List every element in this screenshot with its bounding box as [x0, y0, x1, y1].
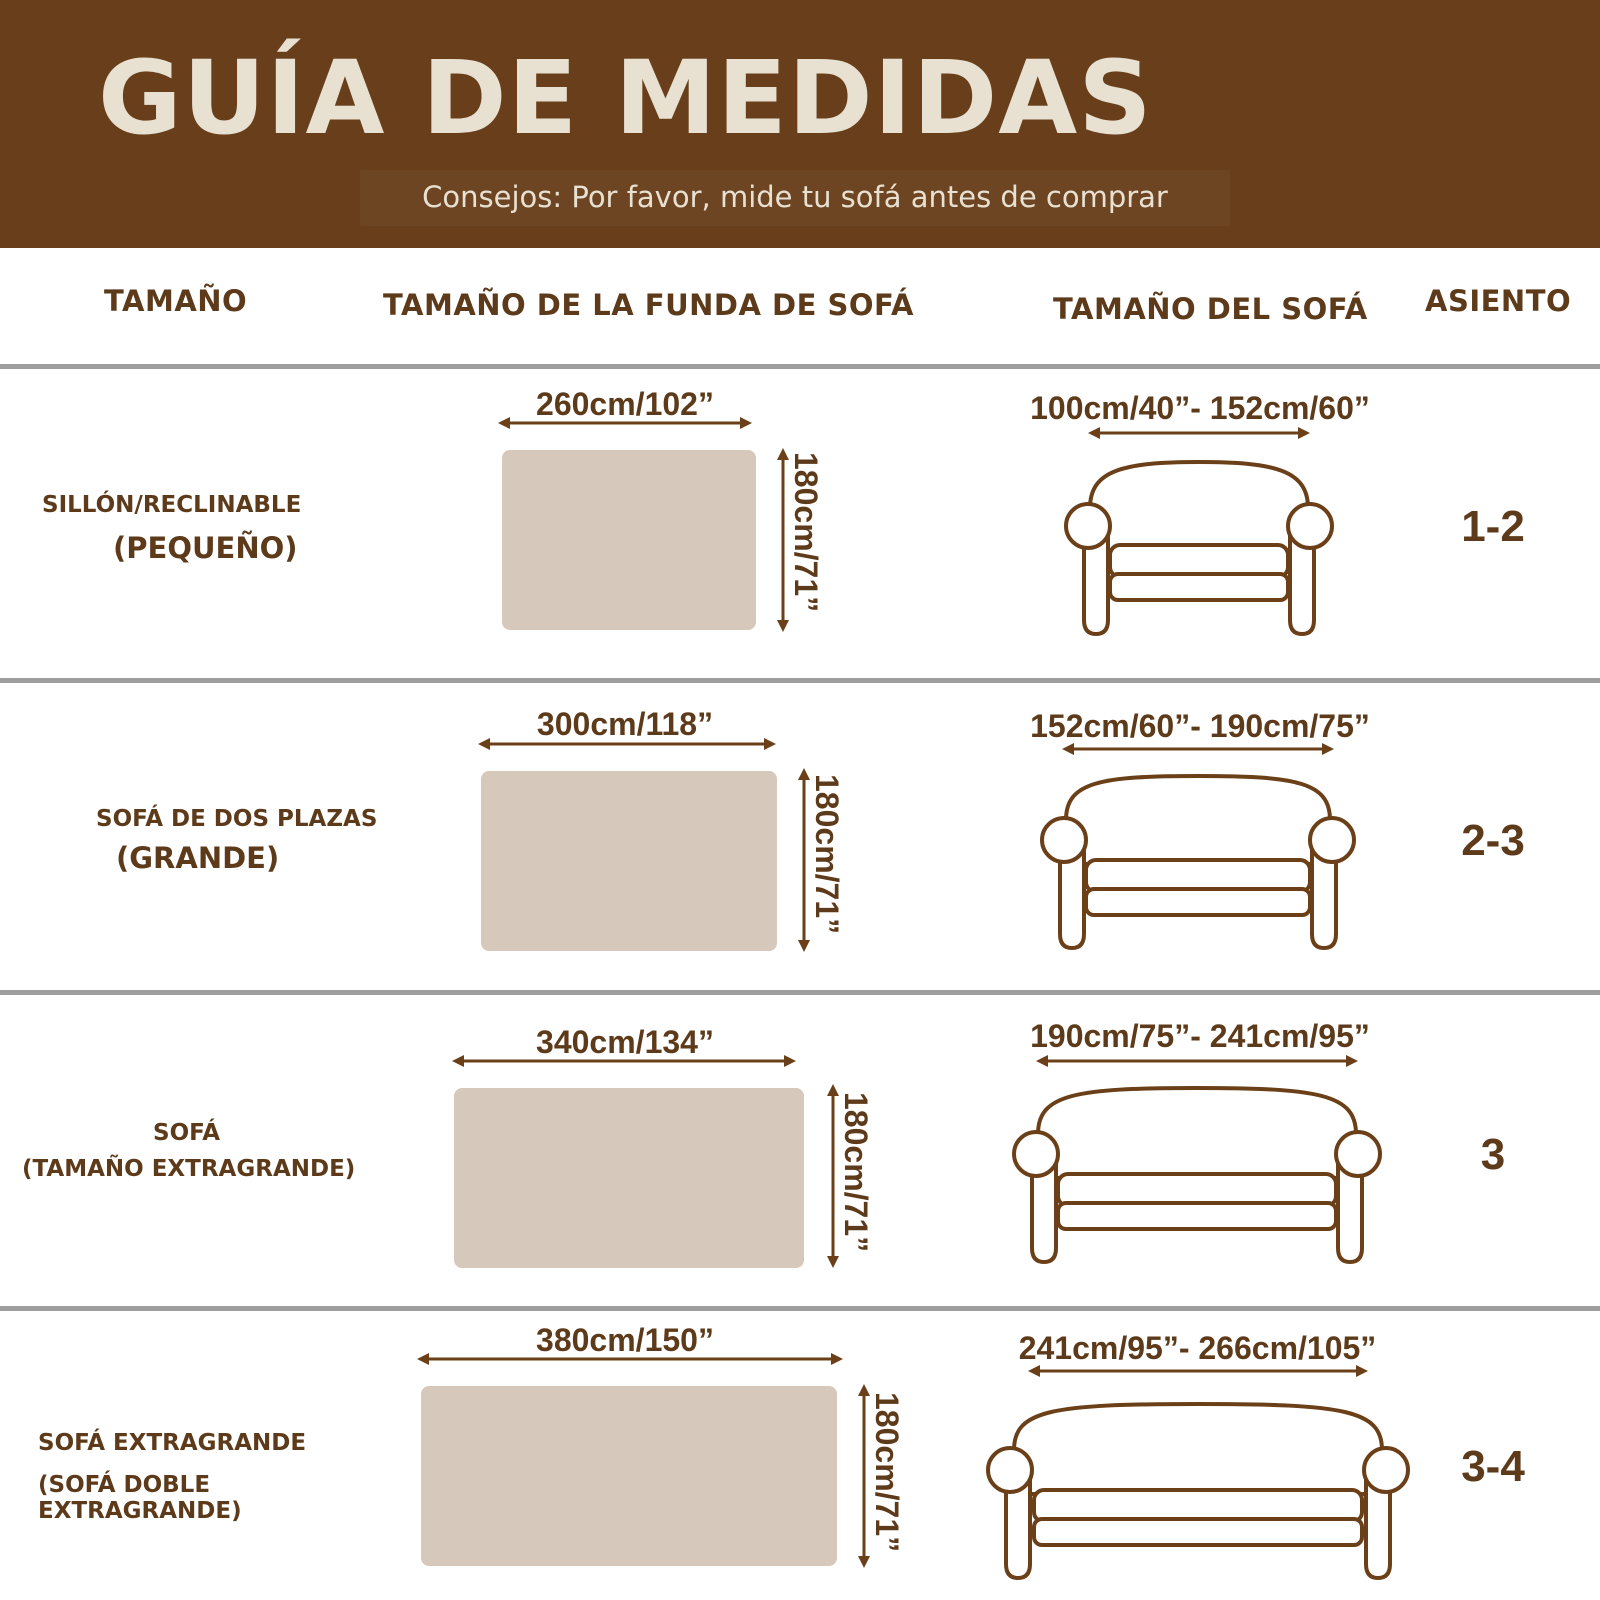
sofa-range-label: 241cm/95”- 266cm/105”: [1018, 1330, 1377, 1366]
sofa-range-arrow: [1028, 1360, 1368, 1382]
width-arrow: [498, 412, 752, 434]
width-arrow: [478, 733, 776, 755]
row-label-line1: SOFÁ: [153, 1120, 220, 1146]
armchair-icon: [1064, 460, 1334, 636]
sofa-range-label: 190cm/75”- 241cm/95”: [1030, 1018, 1370, 1054]
seat-count: 1-2: [1461, 502, 1525, 551]
cover-width-label: 300cm/118”: [536, 706, 714, 742]
cover-rectangle: [421, 1386, 837, 1566]
seat-count: 2-3: [1461, 816, 1525, 865]
column-header-sofa-size: TAMAÑO DEL SOFÁ: [1053, 292, 1368, 326]
subtitle: Consejos: Por favor, mide tu sofá antes de comprar: [422, 180, 1168, 214]
width-arrow: [417, 1348, 843, 1370]
seat-count: 3: [1480, 1130, 1506, 1179]
header-banner: [0, 0, 1600, 248]
loveseat-icon: [1040, 774, 1356, 950]
subtitle-box: [360, 170, 1230, 226]
row-separator: [0, 1306, 1600, 1311]
row-separator: [0, 364, 1600, 369]
row-label-line1: SOFÁ DE DOS PLAZAS: [96, 806, 378, 832]
sofa-range-label: 152cm/60”- 190cm/75”: [1030, 708, 1370, 744]
row-label-line2: (TAMAÑO EXTRAGRANDE): [22, 1156, 356, 1182]
row-label-line2: (SOFÁ DOBLE: [38, 1472, 211, 1498]
cover-height-label: 180cm/71”: [809, 774, 845, 935]
cover-rectangle: [502, 450, 756, 630]
row-label-line3: EXTRAGRANDE): [38, 1498, 242, 1524]
cover-height-label: 180cm/71”: [788, 452, 824, 613]
column-header-seats: ASIENTO: [1425, 284, 1572, 318]
row-label-line2: (PEQUEÑO): [113, 531, 298, 565]
row-label-line1: SILLÓN/RECLINABLE: [42, 492, 302, 518]
sofa-range-label: 100cm/40”- 152cm/60”: [1030, 390, 1370, 426]
column-header-cover-size: TAMAÑO DE LA FUNDA DE SOFÁ: [383, 288, 914, 322]
cover-width-label: 260cm/102”: [536, 386, 714, 422]
sofa-range-arrow: [1062, 738, 1334, 760]
row-separator: [0, 990, 1600, 995]
large-sofa-icon: [986, 1402, 1410, 1580]
cover-height-label: 180cm/71”: [869, 1392, 905, 1553]
sofa-icon: [1012, 1086, 1382, 1264]
sofa-range-arrow: [1088, 422, 1310, 444]
page-title: GUÍA DE MEDIDAS: [98, 39, 1153, 158]
sofa-range-arrow: [1036, 1050, 1358, 1072]
cover-rectangle: [454, 1088, 804, 1268]
cover-height-label: 180cm/71”: [838, 1092, 874, 1253]
row-separator: [0, 678, 1600, 683]
column-header-size: TAMAÑO: [104, 284, 248, 318]
row-label-line2: (GRANDE): [116, 841, 280, 875]
seat-count: 3-4: [1461, 1442, 1525, 1491]
cover-width-label: 340cm/134”: [536, 1024, 714, 1060]
cover-width-label: 380cm/150”: [536, 1322, 714, 1358]
width-arrow: [452, 1050, 796, 1072]
row-label-line1: SOFÁ EXTRAGRANDE: [38, 1430, 307, 1456]
cover-rectangle: [481, 771, 777, 951]
